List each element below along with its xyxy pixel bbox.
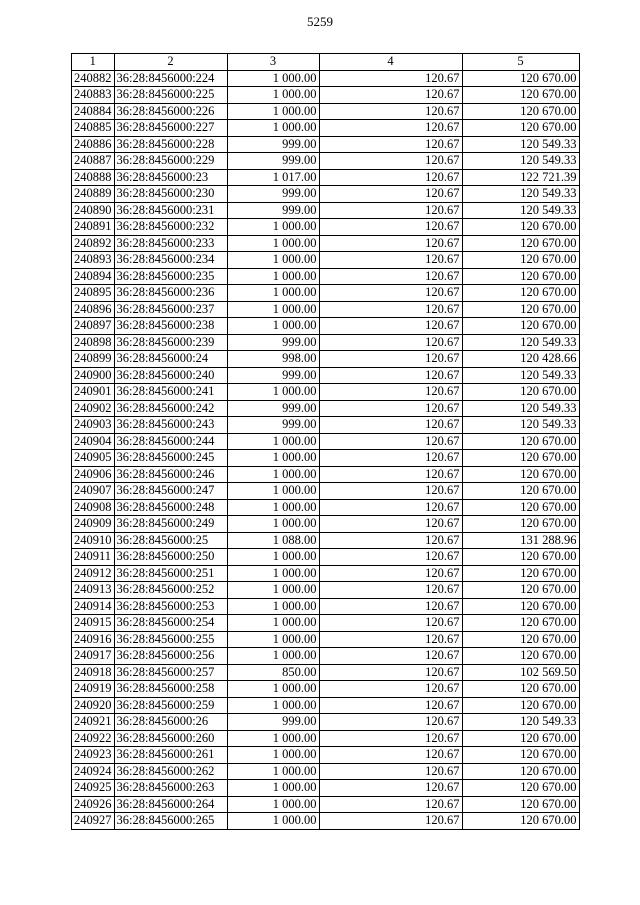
cadastral-number-cell: 36:28:8456000:229 (114, 153, 227, 170)
value-cell: 120 670.00 (462, 384, 579, 401)
cadastral-number-cell: 36:28:8456000:232 (114, 219, 227, 236)
value-cell: 120 670.00 (462, 681, 579, 698)
area-cell: 1 000.00 (227, 516, 319, 533)
row-number-cell: 240913 (72, 582, 115, 599)
rate-cell: 120.67 (319, 334, 462, 351)
value-cell: 120 670.00 (462, 615, 579, 632)
value-cell: 120 670.00 (462, 219, 579, 236)
area-cell: 1 000.00 (227, 499, 319, 516)
table-header (72, 54, 580, 71)
table-row (72, 598, 580, 615)
rate-cell: 120.67 (319, 516, 462, 533)
table-row (72, 384, 580, 401)
value-cell: 120 670.00 (462, 70, 579, 87)
area-cell: 1 000.00 (227, 598, 319, 615)
area-cell: 999.00 (227, 136, 319, 153)
area-cell: 999.00 (227, 202, 319, 219)
table-row (72, 763, 580, 780)
column-header-1: 1 (72, 54, 115, 71)
value-cell: 120 670.00 (462, 499, 579, 516)
value-cell: 120 670.00 (462, 120, 579, 137)
cadastral-number-cell: 36:28:8456000:239 (114, 334, 227, 351)
rate-cell: 120.67 (319, 483, 462, 500)
cadastral-number-cell: 36:28:8456000:238 (114, 318, 227, 335)
table-row (72, 318, 580, 335)
cadastral-number-cell: 36:28:8456000:226 (114, 103, 227, 120)
table-row (72, 631, 580, 648)
cadastral-number-cell: 36:28:8456000:233 (114, 235, 227, 252)
row-number-cell: 240892 (72, 235, 115, 252)
rate-cell: 120.67 (319, 417, 462, 434)
table-row (72, 417, 580, 434)
row-number-cell: 240903 (72, 417, 115, 434)
rate-cell: 120.67 (319, 681, 462, 698)
rate-cell: 120.67 (319, 549, 462, 566)
table-row (72, 433, 580, 450)
table-row (72, 549, 580, 566)
table-row (72, 450, 580, 467)
rate-cell: 120.67 (319, 499, 462, 516)
row-number-cell: 240923 (72, 747, 115, 764)
row-number-cell: 240890 (72, 202, 115, 219)
area-cell: 999.00 (227, 186, 319, 203)
value-cell: 120 670.00 (462, 565, 579, 582)
cadastral-number-cell: 36:28:8456000:25 (114, 532, 227, 549)
value-cell: 120 670.00 (462, 697, 579, 714)
row-number-cell: 240882 (72, 70, 115, 87)
table-row (72, 235, 580, 252)
table-row (72, 615, 580, 632)
area-cell: 1 000.00 (227, 763, 319, 780)
area-cell: 999.00 (227, 417, 319, 434)
column-header-2: 2 (114, 54, 227, 71)
cadastral-number-cell: 36:28:8456000:244 (114, 433, 227, 450)
rate-cell: 120.67 (319, 532, 462, 549)
value-cell: 120 670.00 (462, 301, 579, 318)
row-number-cell: 240887 (72, 153, 115, 170)
table-row (72, 565, 580, 582)
value-cell: 120 670.00 (462, 516, 579, 533)
table-row (72, 400, 580, 417)
rate-cell: 120.67 (319, 466, 462, 483)
cadastral-number-cell: 36:28:8456000:255 (114, 631, 227, 648)
area-cell: 1 000.00 (227, 565, 319, 582)
value-cell: 120 670.00 (462, 648, 579, 665)
cadastral-number-cell: 36:28:8456000:227 (114, 120, 227, 137)
rate-cell: 120.67 (319, 664, 462, 681)
rate-cell: 120.67 (319, 565, 462, 582)
area-cell: 1 000.00 (227, 219, 319, 236)
table-row (72, 516, 580, 533)
row-number-cell: 240891 (72, 219, 115, 236)
cadastral-number-cell: 36:28:8456000:231 (114, 202, 227, 219)
row-number-cell: 240901 (72, 384, 115, 401)
rate-cell: 120.67 (319, 631, 462, 648)
row-number-cell: 240898 (72, 334, 115, 351)
value-cell: 120 670.00 (462, 780, 579, 797)
rate-cell: 120.67 (319, 351, 462, 368)
cadastral-number-cell: 36:28:8456000:234 (114, 252, 227, 269)
area-cell: 1 000.00 (227, 582, 319, 599)
row-number-cell: 240902 (72, 400, 115, 417)
area-cell: 1 000.00 (227, 483, 319, 500)
row-number-cell: 240884 (72, 103, 115, 120)
value-cell: 120 670.00 (462, 813, 579, 830)
row-number-cell: 240915 (72, 615, 115, 632)
table-row (72, 252, 580, 269)
table-row (72, 681, 580, 698)
table-row (72, 87, 580, 104)
rate-cell: 120.67 (319, 153, 462, 170)
rate-cell: 120.67 (319, 450, 462, 467)
row-number-cell: 240885 (72, 120, 115, 137)
area-cell: 1 000.00 (227, 268, 319, 285)
table-row (72, 136, 580, 153)
rate-cell: 120.67 (319, 813, 462, 830)
rate-cell: 120.67 (319, 318, 462, 335)
value-cell: 120 428.66 (462, 351, 579, 368)
area-cell: 999.00 (227, 400, 319, 417)
table-row (72, 730, 580, 747)
rate-cell: 120.67 (319, 384, 462, 401)
cadastral-number-cell: 36:28:8456000:241 (114, 384, 227, 401)
area-cell: 999.00 (227, 334, 319, 351)
row-number-cell: 240897 (72, 318, 115, 335)
rate-cell: 120.67 (319, 169, 462, 186)
table-row (72, 813, 580, 830)
row-number-cell: 240919 (72, 681, 115, 698)
area-cell: 998.00 (227, 351, 319, 368)
value-cell: 120 549.33 (462, 334, 579, 351)
table-row (72, 334, 580, 351)
table-row (72, 169, 580, 186)
table-row (72, 466, 580, 483)
cadastral-number-cell: 36:28:8456000:228 (114, 136, 227, 153)
cadastral-number-cell: 36:28:8456000:258 (114, 681, 227, 698)
table-row (72, 186, 580, 203)
rate-cell: 120.67 (319, 219, 462, 236)
value-cell: 120 670.00 (462, 747, 579, 764)
value-cell: 120 670.00 (462, 433, 579, 450)
rate-cell: 120.67 (319, 202, 462, 219)
area-cell: 999.00 (227, 367, 319, 384)
cadastral-number-cell: 36:28:8456000:237 (114, 301, 227, 318)
row-number-cell: 240907 (72, 483, 115, 500)
cadastral-number-cell: 36:28:8456000:256 (114, 648, 227, 665)
row-number-cell: 240925 (72, 780, 115, 797)
value-cell: 120 549.33 (462, 202, 579, 219)
cadastral-number-cell: 36:28:8456000:251 (114, 565, 227, 582)
value-cell: 120 549.33 (462, 136, 579, 153)
area-cell: 1 000.00 (227, 813, 319, 830)
table-row (72, 747, 580, 764)
area-cell: 850.00 (227, 664, 319, 681)
rate-cell: 120.67 (319, 70, 462, 87)
row-number-cell: 240920 (72, 697, 115, 714)
cadastral-number-cell: 36:28:8456000:246 (114, 466, 227, 483)
area-cell: 1 000.00 (227, 301, 319, 318)
cadastral-number-cell: 36:28:8456000:261 (114, 747, 227, 764)
column-header-5: 5 (462, 54, 579, 71)
cadastral-number-cell: 36:28:8456000:247 (114, 483, 227, 500)
value-cell: 120 670.00 (462, 235, 579, 252)
area-cell: 1 000.00 (227, 780, 319, 797)
area-cell: 1 000.00 (227, 318, 319, 335)
cadastral-number-cell: 36:28:8456000:260 (114, 730, 227, 747)
area-cell: 1 000.00 (227, 549, 319, 566)
row-number-cell: 240900 (72, 367, 115, 384)
area-cell: 999.00 (227, 714, 319, 731)
area-cell: 1 000.00 (227, 433, 319, 450)
cadastral-number-cell: 36:28:8456000:26 (114, 714, 227, 731)
row-number-cell: 240905 (72, 450, 115, 467)
row-number-cell: 240909 (72, 516, 115, 533)
table-row (72, 714, 580, 731)
area-cell: 1 000.00 (227, 648, 319, 665)
cadastral-number-cell: 36:28:8456000:242 (114, 400, 227, 417)
table-row (72, 219, 580, 236)
table-row (72, 103, 580, 120)
rate-cell: 120.67 (319, 252, 462, 269)
row-number-cell: 240896 (72, 301, 115, 318)
cadastral-number-cell: 36:28:8456000:264 (114, 796, 227, 813)
value-cell: 120 670.00 (462, 450, 579, 467)
cadastral-number-cell: 36:28:8456000:262 (114, 763, 227, 780)
rate-cell: 120.67 (319, 796, 462, 813)
table-row (72, 780, 580, 797)
row-number-cell: 240910 (72, 532, 115, 549)
table-row (72, 532, 580, 549)
row-number-cell: 240908 (72, 499, 115, 516)
rate-cell: 120.67 (319, 780, 462, 797)
row-number-cell: 240917 (72, 648, 115, 665)
rate-cell: 120.67 (319, 136, 462, 153)
area-cell: 1 000.00 (227, 103, 319, 120)
table-row (72, 268, 580, 285)
area-cell: 1 000.00 (227, 631, 319, 648)
row-number-cell: 240906 (72, 466, 115, 483)
cadastral-number-cell: 36:28:8456000:225 (114, 87, 227, 104)
rate-cell: 120.67 (319, 433, 462, 450)
table-row (72, 499, 580, 516)
table-row (72, 153, 580, 170)
value-cell: 120 549.33 (462, 367, 579, 384)
value-cell: 120 549.33 (462, 417, 579, 434)
rate-cell: 120.67 (319, 301, 462, 318)
table-body (72, 70, 580, 829)
row-number-cell: 240894 (72, 268, 115, 285)
area-cell: 1 000.00 (227, 747, 319, 764)
value-cell: 120 670.00 (462, 466, 579, 483)
table-row (72, 582, 580, 599)
area-cell: 1 000.00 (227, 450, 319, 467)
value-cell: 120 549.33 (462, 400, 579, 417)
cadastral-number-cell: 36:28:8456000:253 (114, 598, 227, 615)
row-number-cell: 240926 (72, 796, 115, 813)
area-cell: 1 000.00 (227, 285, 319, 302)
table-row (72, 367, 580, 384)
cadastral-number-cell: 36:28:8456000:248 (114, 499, 227, 516)
rate-cell: 120.67 (319, 697, 462, 714)
cadastral-number-cell: 36:28:8456000:235 (114, 268, 227, 285)
row-number-cell: 240883 (72, 87, 115, 104)
row-number-cell: 240914 (72, 598, 115, 615)
value-cell: 120 670.00 (462, 796, 579, 813)
rate-cell: 120.67 (319, 730, 462, 747)
page-number: 5259 (307, 14, 333, 29)
cadastral-number-cell: 36:28:8456000:230 (114, 186, 227, 203)
cadastral-number-cell: 36:28:8456000:240 (114, 367, 227, 384)
cadastral-number-cell: 36:28:8456000:24 (114, 351, 227, 368)
table-row (72, 202, 580, 219)
value-cell: 120 670.00 (462, 598, 579, 615)
value-cell: 122 721.39 (462, 169, 579, 186)
area-cell: 1 000.00 (227, 87, 319, 104)
table-row (72, 796, 580, 813)
value-cell: 120 670.00 (462, 549, 579, 566)
table-row (72, 664, 580, 681)
value-cell: 120 549.33 (462, 714, 579, 731)
rate-cell: 120.67 (319, 714, 462, 731)
table-row (72, 70, 580, 87)
cadastral-number-cell: 36:28:8456000:254 (114, 615, 227, 632)
value-cell: 120 670.00 (462, 103, 579, 120)
table-row (72, 648, 580, 665)
cadastral-number-cell: 36:28:8456000:250 (114, 549, 227, 566)
row-number-cell: 240912 (72, 565, 115, 582)
rate-cell: 120.67 (319, 367, 462, 384)
header-row (72, 54, 580, 71)
value-cell: 102 569.50 (462, 664, 579, 681)
area-cell: 1 000.00 (227, 70, 319, 87)
rate-cell: 120.67 (319, 400, 462, 417)
rate-cell: 120.67 (319, 120, 462, 137)
cadastral-number-cell: 36:28:8456000:265 (114, 813, 227, 830)
rate-cell: 120.67 (319, 598, 462, 615)
area-cell: 999.00 (227, 153, 319, 170)
row-number-cell: 240888 (72, 169, 115, 186)
cadastral-number-cell: 36:28:8456000:243 (114, 417, 227, 434)
value-cell: 120 670.00 (462, 285, 579, 302)
rate-cell: 120.67 (319, 747, 462, 764)
value-cell: 120 670.00 (462, 268, 579, 285)
value-cell: 120 670.00 (462, 87, 579, 104)
rate-cell: 120.67 (319, 186, 462, 203)
row-number-cell: 240889 (72, 186, 115, 203)
cadastral-number-cell: 36:28:8456000:23 (114, 169, 227, 186)
table-row (72, 483, 580, 500)
value-cell: 120 670.00 (462, 730, 579, 747)
area-cell: 1 000.00 (227, 235, 319, 252)
row-number-cell: 240893 (72, 252, 115, 269)
value-cell: 120 670.00 (462, 318, 579, 335)
area-cell: 1 000.00 (227, 796, 319, 813)
area-cell: 1 000.00 (227, 384, 319, 401)
table-row (72, 697, 580, 714)
rate-cell: 120.67 (319, 268, 462, 285)
row-number-cell: 240916 (72, 631, 115, 648)
rate-cell: 120.67 (319, 763, 462, 780)
area-cell: 1 088.00 (227, 532, 319, 549)
value-cell: 120 670.00 (462, 763, 579, 780)
value-cell: 120 670.00 (462, 252, 579, 269)
area-cell: 1 000.00 (227, 697, 319, 714)
cadastral-number-cell: 36:28:8456000:252 (114, 582, 227, 599)
column-header-3: 3 (227, 54, 319, 71)
data-table (71, 53, 580, 830)
cadastral-number-cell: 36:28:8456000:259 (114, 697, 227, 714)
value-cell: 131 288.96 (462, 532, 579, 549)
table-row (72, 120, 580, 137)
area-cell: 1 000.00 (227, 120, 319, 137)
rate-cell: 120.67 (319, 103, 462, 120)
value-cell: 120 670.00 (462, 582, 579, 599)
rate-cell: 120.67 (319, 582, 462, 599)
row-number-cell: 240927 (72, 813, 115, 830)
rate-cell: 120.67 (319, 615, 462, 632)
area-cell: 1 000.00 (227, 681, 319, 698)
area-cell: 1 000.00 (227, 615, 319, 632)
column-header-4: 4 (319, 54, 462, 71)
row-number-cell: 240922 (72, 730, 115, 747)
area-cell: 1 000.00 (227, 466, 319, 483)
value-cell: 120 549.33 (462, 153, 579, 170)
value-cell: 120 670.00 (462, 483, 579, 500)
area-cell: 1 000.00 (227, 252, 319, 269)
table-row (72, 285, 580, 302)
area-cell: 1 000.00 (227, 730, 319, 747)
row-number-cell: 240924 (72, 763, 115, 780)
row-number-cell: 240911 (72, 549, 115, 566)
row-number-cell: 240921 (72, 714, 115, 731)
cadastral-number-cell: 36:28:8456000:249 (114, 516, 227, 533)
cadastral-number-cell: 36:28:8456000:245 (114, 450, 227, 467)
value-cell: 120 549.33 (462, 186, 579, 203)
rate-cell: 120.67 (319, 87, 462, 104)
cadastral-number-cell: 36:28:8456000:263 (114, 780, 227, 797)
table-row (72, 351, 580, 368)
rate-cell: 120.67 (319, 285, 462, 302)
row-number-cell: 240918 (72, 664, 115, 681)
rate-cell: 120.67 (319, 235, 462, 252)
cadastral-number-cell: 36:28:8456000:224 (114, 70, 227, 87)
value-cell: 120 670.00 (462, 631, 579, 648)
cadastral-number-cell: 36:28:8456000:236 (114, 285, 227, 302)
row-number-cell: 240895 (72, 285, 115, 302)
row-number-cell: 240886 (72, 136, 115, 153)
row-number-cell: 240899 (72, 351, 115, 368)
table-row (72, 301, 580, 318)
row-number-cell: 240904 (72, 433, 115, 450)
area-cell: 1 017.00 (227, 169, 319, 186)
cadastral-number-cell: 36:28:8456000:257 (114, 664, 227, 681)
rate-cell: 120.67 (319, 648, 462, 665)
